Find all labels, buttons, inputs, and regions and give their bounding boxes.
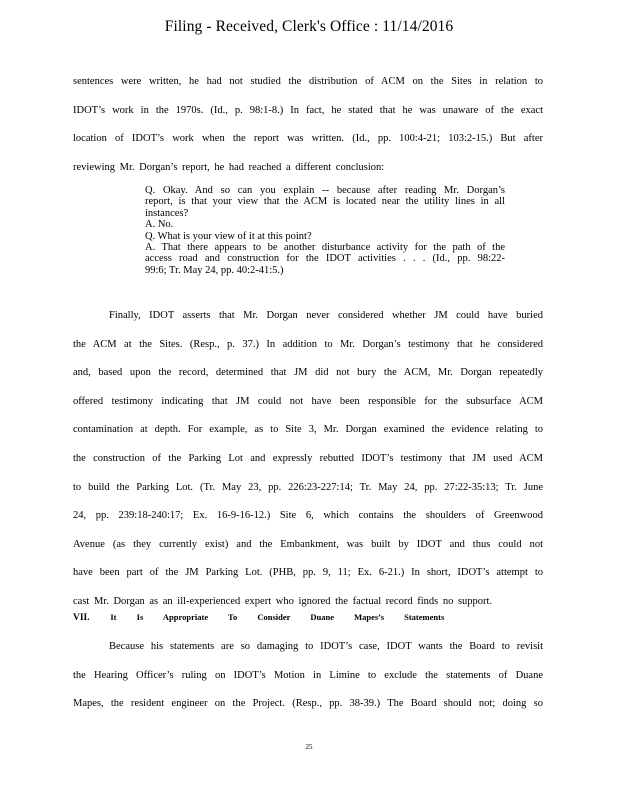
text-line: cast Mr. Dorgan as an ill-experienced expert who ignored the factual record finds no support. [73,595,493,607]
filing-header: Filing - Received, Clerk's Office : 11/14/2016 [164,18,454,35]
section-title: It Is Appropriate To Consider Duane Mapes’s Statements [110,612,445,622]
quote-line: Q. Okay. And so can you explain -- because after reading Mr. Dorgan’s [145,185,505,196]
text-line: to build the Parking Lot. (Tr. May 23, pp. 226:23-227:14; Tr. May 24, pp. 27:22-35:13; Tr. June [73,481,543,493]
paragraph-jm-burial [73,302,543,617]
block-quote-testimony [145,185,505,276]
paragraph-dorgan-report [73,68,543,182]
text-line: location of IDOT’s work when the report was written. (Id., pp. 100:4-21; 103:2-15.) But after [73,133,543,145]
text-line: the ACM at the Sites. (Resp., p. 37.) In addition to Mr. Dorgan’s testimony that he considered [73,338,543,350]
page-number: 25 [305,743,313,751]
text-line: Avenue (as they currently exist) and the Embankment, was built by IDOT and thus could not [73,538,543,550]
text-line: contamination at depth. For example, as to Site 3, Mr. Dorgan examined the evidence relating to [73,424,543,436]
text-line: sentences were written, he had not studied the distribution of ACM on the Sites in relation to [73,76,543,87]
quote-line: instances? [145,207,189,219]
quote-line: 99:6; Tr. May 24, pp. 40:2-41:5.) [145,264,284,276]
text-line: have been part of the JM Parking Lot. (PHB, pp. 9, 11; Ex. 6-21.) In short, IDOT’s attempt to [73,567,543,579]
text-line: reviewing Mr. Dorgan’s report, he had reached a different conclusion: [73,161,385,173]
text-line: Finally, IDOT asserts that Mr. Dorgan never considered whether JM could have buried [109,310,543,321]
section-number: VII. [73,613,90,623]
paragraph-mapes-statements [73,633,543,719]
text-line: IDOT’s work in the 1970s. (Id., p. 98:1-8.) In fact, he stated that he was unaware of the exact [73,104,543,116]
text-line: 24, pp. 239:18-240:17; Ex. 16-9-16-12.) Site 6, which contains the shoulders of Greenwood [73,510,543,522]
quote-line: access road and construction for the IDOT activities . . . (Id., pp. 98:22- [145,253,505,265]
quote-line: Q. What is your view of it at this point? [145,230,312,242]
quote-line: report, is that your view that the ACM is located near the utility lines in all [145,196,505,208]
text-line: the Hearing Officer’s ruling on IDOT’s Motion in Limine to exclude the statements of Duane [73,669,543,681]
text-line: offered testimony indicating that JM could not have been responsible for the subsurface ACM [73,395,543,407]
quote-line: A. No. [145,219,174,231]
section-heading [73,612,543,623]
quote-line: A. That there appears to be another disturbance activity for the path of the [145,242,505,254]
text-line: Because his statements are so damaging to IDOT’s case, IDOT wants the Board to revisit [109,641,543,652]
text-line: the construction of the Parking Lot and expressly rebutted IDOT’s testimony that JM used ACM [73,452,543,464]
text-line: and, based upon the record, determined that JM did not bury the ACM, Mr. Dorgan repeatedly [73,367,543,379]
text-line: Mapes, the resident engineer on the Project. (Resp., pp. 38-39.) The Board should not; doing so [73,698,543,710]
